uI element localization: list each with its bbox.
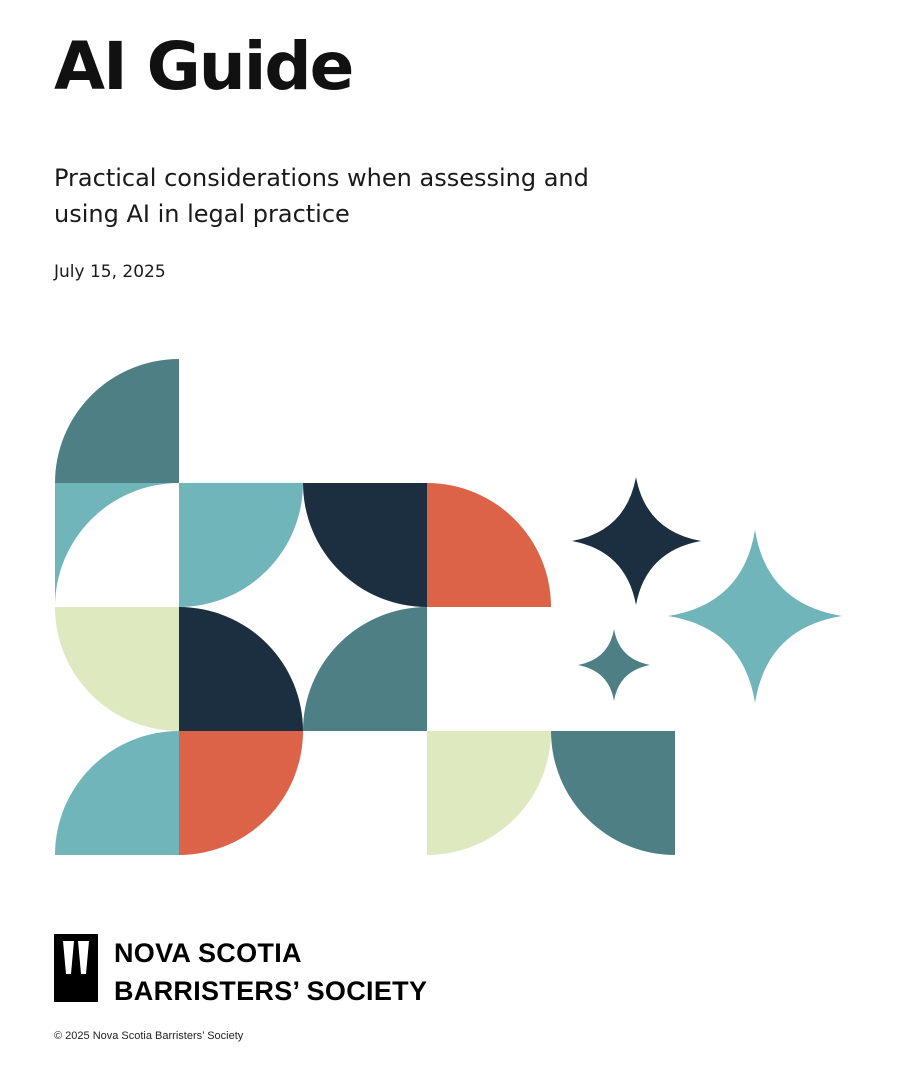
sparkle-dark-teal-icon bbox=[578, 629, 650, 701]
quarter-circle-dark-teal bbox=[55, 359, 179, 483]
quarter-circle-pale-green-2 bbox=[427, 731, 551, 855]
quarter-circle-light-teal bbox=[179, 483, 303, 607]
nsbs-logo bbox=[54, 934, 427, 1010]
sparkle-navy-icon bbox=[572, 477, 701, 605]
quarter-circle-dark-teal-3 bbox=[551, 731, 675, 855]
copyright-notice: © 2025 Nova Scotia Barristers’ Society bbox=[54, 1030, 244, 1042]
document-date: July 15, 2025 bbox=[54, 262, 166, 282]
quarter-circle-navy bbox=[303, 483, 427, 607]
document-title: AI Guide bbox=[54, 28, 353, 105]
quarter-circle-light-teal-2 bbox=[55, 731, 179, 855]
quarter-circle-navy-2 bbox=[179, 607, 303, 731]
logo-wordmark bbox=[114, 934, 427, 1010]
quarter-circle-coral-2 bbox=[179, 731, 303, 855]
logo-line-2: BARRISTERS’ SOCIETY bbox=[114, 976, 428, 1006]
logo-line-1: NOVA SCOTIA bbox=[114, 938, 302, 968]
quarter-frame-light-teal bbox=[55, 483, 179, 607]
sparkle-light-teal-icon bbox=[668, 530, 842, 703]
quarter-circle-pale-green bbox=[55, 607, 179, 731]
quarter-circle-dark-teal-2 bbox=[303, 607, 427, 731]
document-subtitle: Practical considerations when assessing and using AI in legal practice bbox=[54, 164, 589, 228]
quarter-circle-coral bbox=[427, 483, 551, 607]
barrister-bands-icon bbox=[54, 934, 98, 1002]
